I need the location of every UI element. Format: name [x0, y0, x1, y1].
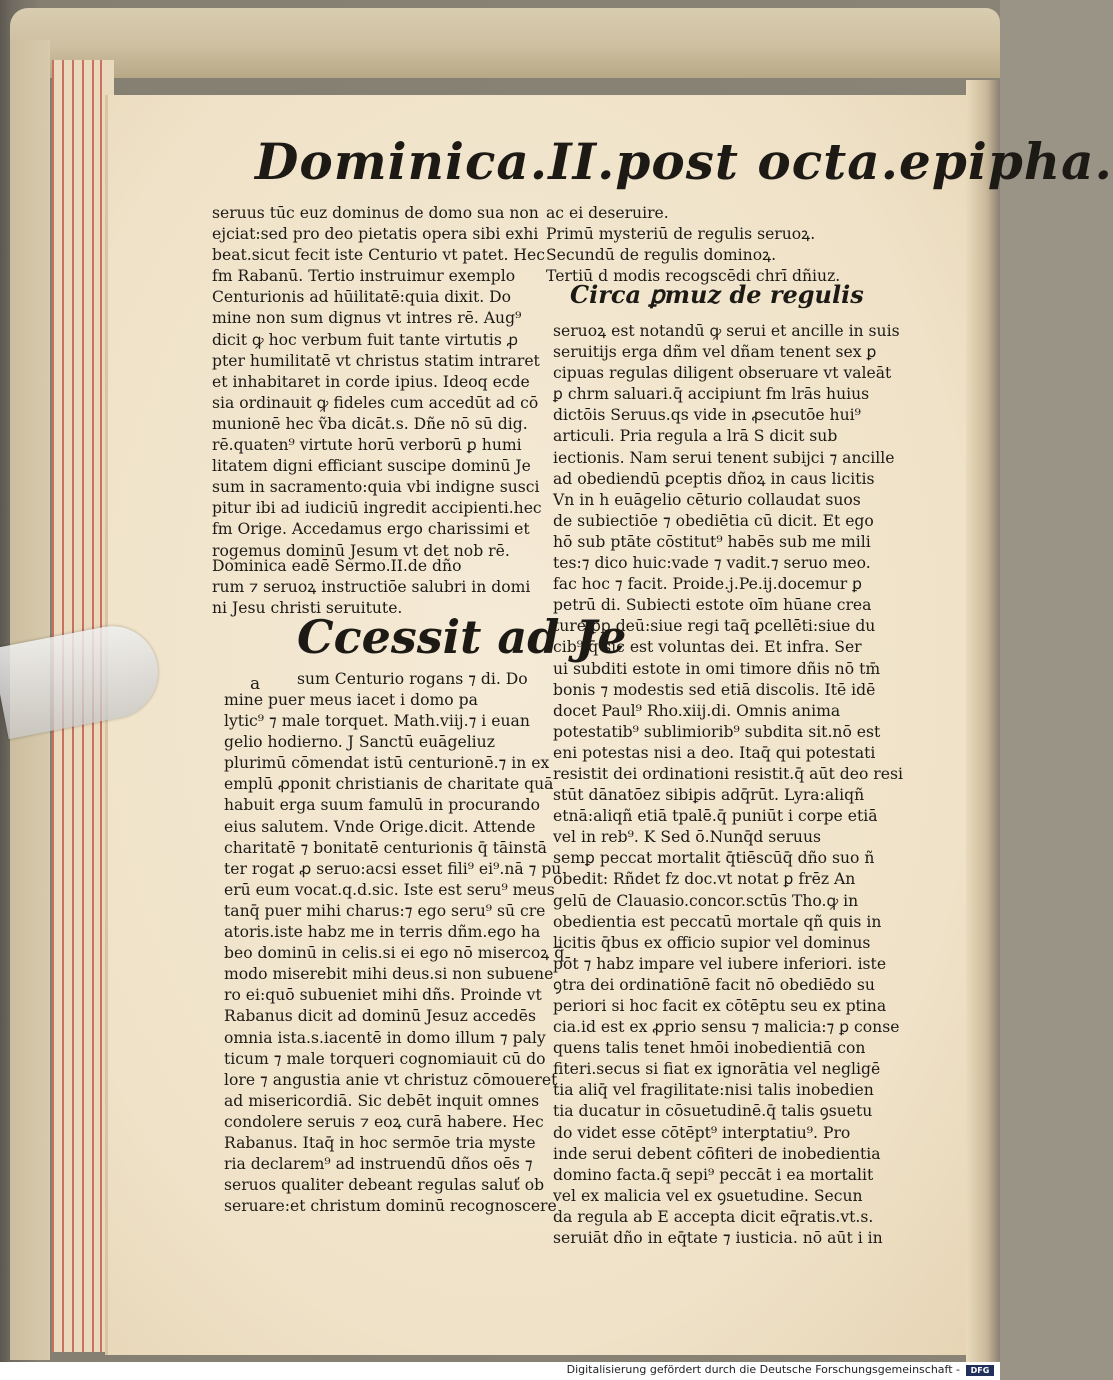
text-line: ad obediendū ꝑceptis dñoꝝ in caus licitis	[553, 469, 875, 488]
text-line: pter humilitatē vt christus statim intraret	[212, 351, 540, 370]
text-line: Tertiū d modis recogscēdi chrī dñiuz.	[546, 267, 841, 286]
text-line: munionē hec ṽba dicāt.s. Dñe nō sū dig.	[212, 414, 528, 433]
text-line: Vn in h euāgelio cēturio collaudat suos	[553, 490, 861, 509]
text-line: vel ex malicia vel ex ꝯsuetudine. Secun	[553, 1186, 863, 1205]
text-line: dictōis Seruus.qs vide in ꝓsecutōe hui⁹	[553, 406, 861, 425]
initial-letter: a	[250, 674, 261, 694]
text-line: ture ꝑꝑ deū:siue regi taq̄ ꝑcellēti:siue du	[553, 617, 876, 636]
text-line: eni potestas nisi a deo. Itaq̄ qui potestati	[553, 743, 876, 762]
text-line: seruos qualiter debeant regulas saluť ob	[224, 1176, 545, 1195]
text-line: fac hoc ⁊ facit. Proide.j.Pe.ij.docemur ꝑ	[553, 575, 863, 594]
drop-title: Ccessit ad Je	[297, 610, 627, 664]
dfg-logo: DFG	[966, 1365, 994, 1376]
text-line: articuli. Pria regula a lrā S dicit sub	[553, 427, 838, 446]
text-line: litatem digni efficiant suscipe dominū Je	[212, 457, 531, 476]
page-title: Dominica.II.post octa.epipha.	[255, 132, 1113, 191]
text-line: docet Paul⁹ Rho.xiij.di. Omnis anima	[553, 701, 841, 720]
text-line: beat.sicut fecit iste Centurio vt patet. Hec	[212, 246, 545, 265]
text-line: resistit dei ordinationi resistit.q̄ aūt deo resi	[553, 764, 903, 783]
text-line: emplū ꝓponit christianis de charitate quā	[224, 775, 554, 794]
text-line: quens talis tenet hmōi inobedientiā con	[553, 1039, 866, 1058]
left-column-block-1	[212, 203, 545, 562]
text-line: obedit: Rñdet fz doc.vt notat ꝑ frēz An	[553, 870, 856, 889]
text-line: seruare:et christum dominū recognoscere	[224, 1197, 557, 1216]
footer-credit: Digitalisierung gefördert durch die Deutsche Forschungsgemeinschaft -	[566, 1363, 960, 1376]
book-cover-top	[10, 8, 1000, 78]
text-line: pōt ⁊ habz impare vel iubere inferiori. iste	[553, 954, 887, 973]
text-line: fiteri.secus si fiat ex ignorātia vel negligē	[553, 1060, 881, 1079]
text-line: rē.quaten⁹ virtute horū verborū ꝑ humi	[212, 436, 522, 455]
left-column-block-3	[224, 690, 564, 1217]
text-line: tes:⁊ dico huic:vade ⁊ vadit.⁊ seruo meo.	[553, 554, 871, 573]
text-line: ter rogat ꝓ seruo:acsi esset fili⁹ ei⁹.nā ⁊ pu	[224, 859, 562, 878]
text-line: omnia ista.s.iacentē in domo illum ⁊ paly	[224, 1028, 546, 1047]
text-line: tanq̄ puer mihi charus:⁊ ego seru⁹ sū cre	[224, 901, 546, 920]
text-line: fm Rabanū. Tertio instruimur exemplo	[212, 267, 516, 286]
text-line: de subiectiōe ⁊ obediētia cū dicit. Et ego	[553, 511, 874, 530]
section-title: Circa ꝑmuz de regulis	[570, 280, 864, 309]
text-line: ro ei:quō subueniet mihi dñs. Proinde vt	[224, 986, 542, 1005]
text-line: ejciat:sed pro deo pietatis opera sibi exhi	[212, 225, 539, 244]
text-line: ni Jesu christi seruitute.	[212, 599, 403, 618]
text-line: ui subditi estote in omi timore dñis nō tm̄	[553, 659, 881, 678]
right-column-block-2	[553, 321, 903, 1249]
text-line: habuit erga suum famulū in procurando	[224, 796, 540, 815]
text-line: condolere seruis ⁊ eoꝝ curā habere. Hec	[224, 1112, 544, 1131]
text-line: eius salutem. Vnde Orige.dicit. Attende	[224, 817, 536, 836]
text-line: plurimū cōmendat istū centurionē.⁊ in ex	[224, 754, 550, 773]
text-line: cia.id est ex ꝓprio sensu ⁊ malicia:⁊ ꝑ conse	[553, 1018, 900, 1037]
text-line: tia aliq̄ vel fragilitate:nisi talis inobedien	[553, 1081, 874, 1100]
text-line: cib⁹:q̄ sic est voluntas dei. Et infra. Ser	[553, 638, 862, 657]
text-line: dicit ꝙ hoc verbum fuit tante virtutis ꝓ	[212, 330, 518, 349]
text-line: ticum ⁊ male torqueri cognomiauit cū do	[224, 1049, 546, 1068]
text-line: semꝑ peccat mortalit q̄tiēscūq̄ dño suo ñ	[553, 849, 875, 868]
text-line: cipuas regulas diligent obseruare vt valeāt	[553, 364, 892, 383]
text-line: sum in sacramento:quia vbi indigne susci	[212, 478, 540, 497]
text-line: lore ⁊ angustia anie vt christuz cōmoueret	[224, 1070, 558, 1089]
text-line: inde serui debent cōfiteri de inobedientia	[553, 1144, 881, 1163]
text-line: Dominica eadē Sermo.II.de dño	[212, 557, 462, 575]
text-line: ad misericordiā. Sic debēt inquit omnes	[224, 1091, 540, 1110]
text-line: mine puer meus iacet i domo pa	[224, 691, 478, 709]
text-line: modo miserebit mihi deus.si non subuene	[224, 965, 554, 984]
page-gutter	[966, 80, 1000, 1362]
text-line: bonis ⁊ modestis sed etiā discolis. Itē idē	[553, 680, 876, 699]
text-line: hō sub ptāte cōstitut⁹ habēs sub me mili	[553, 532, 871, 551]
text-line: gelū de Clauasio.concor.sctūs Tho.ꝙ in	[553, 891, 859, 910]
left-column-block-3-first-line: sum Centurio rogans ⁊ di. Do	[297, 670, 528, 688]
text-line: ac ei deseruire.	[546, 204, 669, 222]
text-line: lytic⁹ ⁊ male torquet. Math.viij.⁊ i euan	[224, 712, 530, 731]
text-line: fm Orige. Accedamus ergo charissimi et	[212, 520, 530, 539]
text-line: pitur ibi ad iudiciū ingredit accipienti.hec	[212, 499, 542, 518]
text-line: da regula ab E accepta dicit eq̄ratis.vt.s.	[553, 1207, 874, 1226]
text-line: vel in reb⁹. K Sed ō.Nunq̄d seruus	[553, 828, 822, 847]
text-line: rogemus dominū Jesum vt det nob rē.	[212, 541, 510, 560]
text-line: et inhabitaret in corde ipius. Ideoq ecde	[212, 372, 530, 391]
text-line: Rabanus. Itaq̄ in hoc sermōe tria myste	[224, 1133, 536, 1152]
text-line: mine non sum dignus vt intres rē. Aug⁹	[212, 309, 522, 328]
text-line: stūt dānatōez sibiꝑis adq̄rūt. Lyra:aliqñ	[553, 786, 865, 805]
text-line: petrū di. Subiecti estote oīm hūane crea	[553, 596, 872, 615]
text-line: tia ducatur in cōsuetudinē.q̄ talis ꝯsuetu	[553, 1102, 873, 1121]
text-line: atoris.iste habz me in terris dñm.ego ha	[224, 923, 541, 942]
text-line: rum ⁊ seruoꝝ instructiōe salubri in domi	[212, 578, 531, 597]
text-line: periori si hoc facit ex cōtēptu seu ex ptina	[553, 997, 887, 1015]
text-line: domino facta.q̄ sepi⁹ peccāt i ea mortalit	[553, 1165, 874, 1184]
text-line: sia ordinauit ꝙ fideles cum accedūt ad cō	[212, 393, 539, 412]
text-line: ꝑ chrm saluari.q̄ accipiunt fm lrās huius	[553, 385, 870, 404]
footer-bar	[0, 1362, 1000, 1380]
text-line: potestatib⁹ sublimiorib⁹ subdita sit.nō est	[553, 722, 881, 741]
text-line: charitatē ⁊ bonitatē centurionis q̄ tāinstā	[224, 838, 547, 857]
right-column-block-1	[546, 203, 840, 287]
text-line: iectionis. Nam serui tenent subijci ⁊ ancille	[553, 448, 895, 467]
text-line: seruiāt dño in eq̄tate ⁊ iusticia. nō aūt i in	[553, 1229, 883, 1248]
text-line: seruitijs erga dñm vel dñam tenent sex ꝑ	[553, 343, 877, 362]
text-line: licitis q̄bus ex officio supior vel dominus	[553, 933, 871, 952]
text-line: Rabanus dicit ad dominū Jesuz accedēs	[224, 1007, 536, 1026]
text-line: do videt esse cōtēpt⁹ interꝑtatiu⁹. Pro	[553, 1123, 851, 1142]
text-line: ria declarem⁹ ad instruendū dños oēs ⁊	[224, 1155, 533, 1174]
text-line: seruus tūc euz dominus de domo sua non	[212, 204, 539, 222]
text-line: Secundū de regulis dominoꝝ.	[546, 246, 777, 265]
text-line: gelio hodierno. J Sanctū euāgeliuz	[224, 733, 495, 752]
text-line: Primū mysteriū de regulis seruoꝝ.	[546, 225, 816, 244]
text-line: erū eum vocat.q.d.sic. Iste est seru⁹ meus	[224, 880, 555, 899]
text-line: Centurionis ad hūilitatē:quia dixit. Do	[212, 288, 512, 307]
text-line: ꝯtra dei ordinatiōnē facit nō obediēdo su	[553, 975, 875, 994]
text-line: seruoꝝ est notandū ꝙ serui et ancille in suis	[553, 322, 900, 340]
text-line: beo dominū in celis.si ei ego nō misercoꝝ q̄	[224, 944, 565, 963]
text-line: etnā:aliqñ etiā tpalē.q̄ puniūt i corpe etiā	[553, 807, 878, 826]
text-line: obedientia est peccatū mortale qñ quis in	[553, 912, 882, 931]
